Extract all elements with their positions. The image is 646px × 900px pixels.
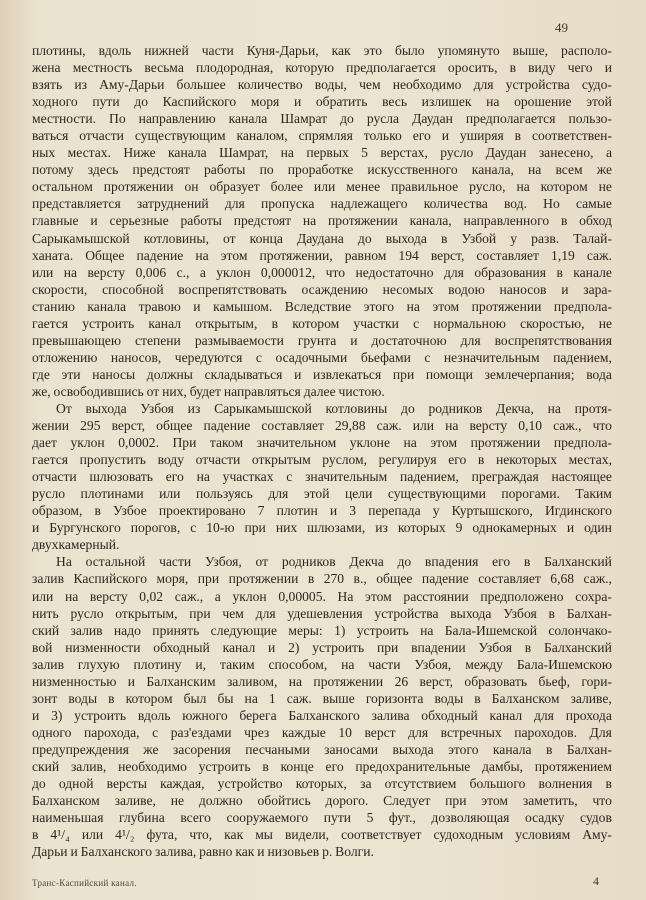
text-line: жении 295 верст, общее падение составляет 29,88 саж. или на версту 0,10 саж., что: [32, 418, 612, 434]
text-line: На остальной части Узбоя, от родников Декча до впадения его в Балханский: [56, 554, 612, 570]
text-line: или на версту 0,02 саж., а уклон 0,00005. На этом расстоянии предположено сохра-: [32, 588, 612, 604]
body-text: [32, 42, 612, 860]
text-line: дает уклон 0,0002. При таком значительном уклоне на этом протяжении предпола-: [32, 435, 612, 451]
text-line: гается пропустить воду отчасти открытым руслом, регулируя его в некоторых местах,: [32, 452, 612, 468]
page-number: 49: [555, 20, 568, 35]
text-line: низменностью и Балханским заливом, на протяжении 26 верст, образовать бьеф, гори-: [32, 673, 612, 689]
text-line: жена местность весьма плодородная, которую предполагается оросить, в виду чего и: [32, 60, 612, 76]
text-line: вой низменности обходный канал и 2) устроить при впадении Узбоя в Балханский: [32, 639, 612, 655]
footer-title: Транс-Каспийский канал.: [32, 878, 137, 888]
text-line: двухкамерный.: [32, 537, 120, 553]
text-line: где эти наносы должны складываться и извлекаться при помощи землечерпания; вода: [32, 366, 612, 382]
text-line: ных местах. Ниже канала Шамрат, на первых 5 верстах, русло Даудан занесено, а: [32, 145, 612, 161]
text-line: залив глухую плотину и, таким способом, на части Узбоя, между Бала-Ишемскою: [32, 656, 612, 672]
text-line: потому здесь предстоят работы по проработке искусственного канала, на всем же: [32, 162, 612, 178]
text-line: местности. По направлению канала Шамрат до русла Даудан предполагается пользо-: [32, 111, 612, 127]
text-line: в 4¹/₄ или 4¹/₂ фута, что, как мы видели, соответствует судоходным условиям Аму-: [32, 827, 612, 843]
text-line: или на версту 0,006 с., а уклон 0,000012, что недостаточно для образования в канале: [32, 264, 612, 280]
text-line: Сарыкамышской котловины, от конца Даудана до выхода в Узбой у разв. Талай-: [32, 230, 612, 246]
text-line: русло плотинами или пользуясь для этой цели существующими порогами. Таким: [32, 486, 612, 502]
text-line: предупреждения же засорения песчаными заносами выхода этого канала в Балхан-: [32, 741, 612, 757]
text-line: ваться отчасти существующим каналом, спрямляя только его и уширяя в соответствен-: [32, 128, 612, 144]
text-line: От выхода Узбоя из Сарыкамышской котловины до родников Декча, на протя-: [56, 400, 612, 416]
text-line: главные и серьезные работы предстоят на протяжении канала, направленного в обход: [32, 213, 612, 229]
text-line: же, освободившись от них, будет направляться далее чистою.: [32, 383, 385, 399]
text-line: залив Каспийского моря, при протяжении в 270 в., общее падение составляет 6,68 саж.,: [32, 571, 612, 587]
text-line: и 3) устроить вдоль южного берега Балханского залива обходный канал для прохода: [32, 707, 612, 723]
text-line: ханата. Общее падение на этом протяжении, равном 194 верст, составляет 1,19 саж.: [32, 247, 612, 263]
text-line: ский залив надо принять следующие меры: 1) устроить на Бала-Ишемской солончако-: [32, 622, 612, 638]
text-line: нить русло открытым, при чем для удешевления устройства выхода Узбоя в Балхан-: [32, 605, 612, 621]
text-line: Дарьи и Балханского залива, равно как и низовьев р. Волги.: [32, 844, 374, 860]
text-line: превышающею степени размываемости грунта и достаточною для воспрепятствования: [32, 332, 612, 348]
text-line: зонт воды в котором был бы на 1 саж. выше горизонта воды в Балханском заливе,: [32, 690, 612, 706]
text-line: взять из Аму-Дарьи большее количество воды, чем необходимо для устройства судо-: [32, 77, 612, 93]
text-line: скорости, способной воспрепятствовать осаждению несомых водою наносов и зара-: [32, 281, 612, 297]
text-line: станию канала травою и камышом. Вследствие этого на этом протяжении предпола-: [32, 298, 612, 314]
text-line: наименьшая глубина всего сооружаемого пути 5 фут., дозволяющая осадку судов: [32, 810, 612, 826]
text-line: гается устроить канал открытым, в котором участки с нормальною скоростью, не: [32, 315, 612, 331]
text-line: остальном протяжении он образует более или менее правильное русло, на котором не: [32, 179, 612, 195]
text-line: ский залив, необходимо устроить в конце его предохранительные дамбы, протяжением: [32, 758, 612, 774]
text-line: одного парохода, с раз'ездами чрез каждые 10 верст для встречных пароходов. Для: [32, 724, 612, 740]
footer-signature-mark: 4: [593, 874, 599, 888]
text-line: ходного пути до Каспийского моря и обратить весь излишек на орошение этой: [32, 94, 612, 110]
text-line: до одной версты каждая, устройство которых, за отсутствием большого волнения в: [32, 776, 612, 792]
text-line: отчасти шлюзовать его на участках с значительным падением, преграждая настоящее: [32, 469, 612, 485]
text-line: и Бургунского порогов, с 10-ю при них шлюзами, из которых 9 однокамерных и один: [32, 520, 612, 536]
text-line: плотины, вдоль нижней части Куня-Дарьи, как это было упомянуто выше, располо-: [32, 43, 612, 58]
text-line: образом, в Узбое проектировано 7 плотин и 3 перепада у Куртышского, Игдинского: [32, 503, 612, 519]
text-line: отложению наносов, чередуются с осадочными бьефами с незначительным падением,: [32, 349, 612, 365]
text-line: представляется затруднений для пропуска надлежащего количества вод. Но самые: [32, 196, 612, 212]
text-line: Балханском заливе, не должно обойтись дорого. Следует при этом заметить, что: [32, 793, 612, 809]
